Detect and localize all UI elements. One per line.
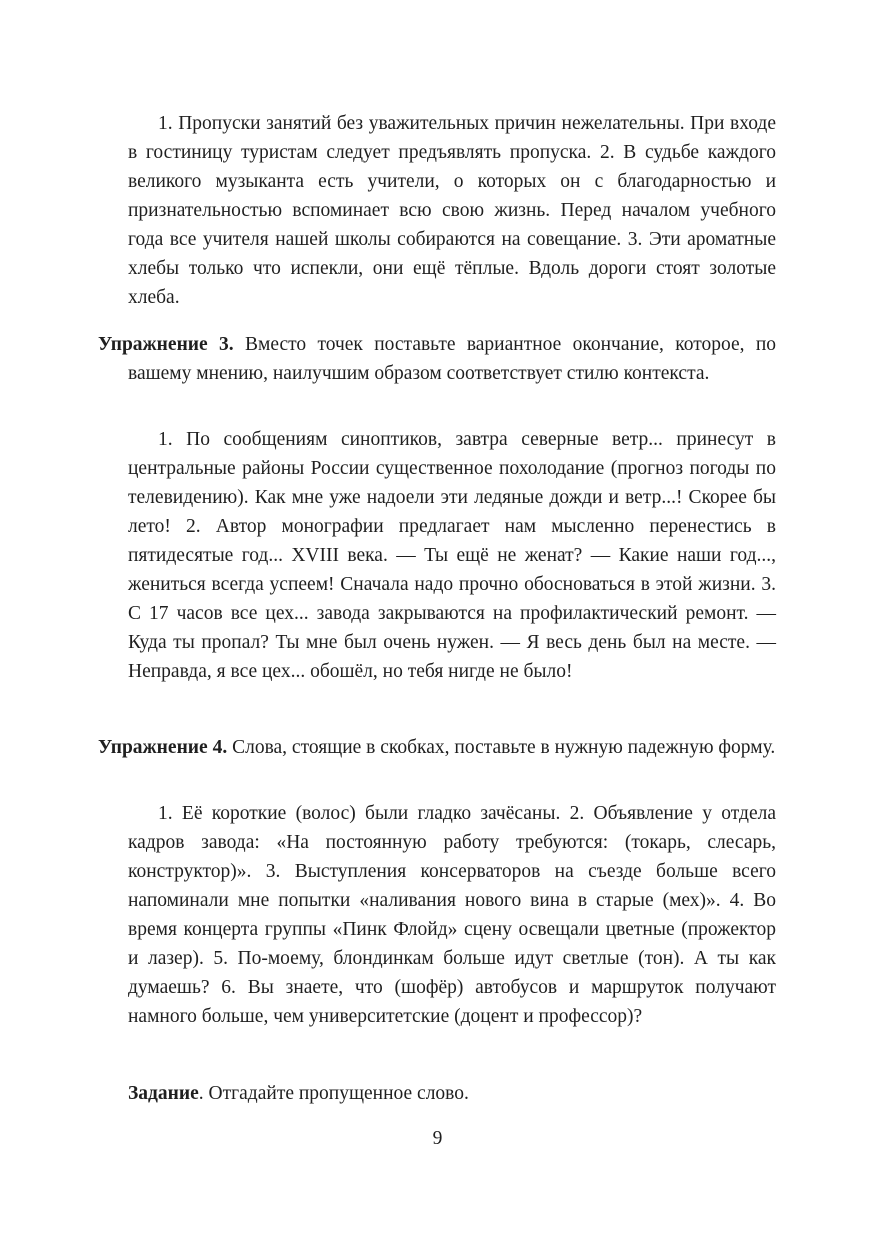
exercise-3-instruction: Вместо точек поставьте вариантное окончание, которое, по вашему мнению, наилучшим образом соответствует стилю контекста. xyxy=(128,334,777,384)
exercise-4-heading xyxy=(98,733,776,762)
paragraph-plural-meanings xyxy=(128,109,776,312)
exercise-3-heading xyxy=(98,330,776,388)
task-label: Задание xyxy=(128,1083,199,1104)
task-line xyxy=(128,1079,776,1108)
exercise-3-label: Упражнение 3. xyxy=(98,334,234,355)
exercise-4-body: 1. Её короткие (волос) были гладко зачёсаны. 2. Объявление у отдела кадров завода: «На постоянную работу требуются: (токарь, слесарь, конструктор)». 3. Выступления консерваторов на съезде больше всего напоминали мне попытки «наливания нового вина в старые (мех)». 4. Во время концерта группы «Пинк Флойд» сцену освещали цветные (прожектор и лазер). 5. По-моему, блондинкам больше идут светлые (тон). А ты как думаешь? 6. Вы знаете, что (шофёр) автобусов и маршруток получают намного больше, чем университетские (доцент и профессор)? xyxy=(128,803,776,1027)
exercise-3-text xyxy=(128,425,776,686)
exercise-4-instruction: Слова, стоящие в скобках, поставьте в нужную падежную форму. xyxy=(232,737,776,758)
page-number: 9 xyxy=(432,1128,443,1149)
exercise-4-text xyxy=(128,799,776,1031)
task-text: . Отгадайте пропущенное слово. xyxy=(198,1083,469,1104)
exercise-3-body: 1. По сообщениям синоптиков, завтра северные ветр... принесут в центральные районы России существенное похолодание (прогноз погоды по телевидению). Как мне уже надоели эти ледяные дожди и ветр...! Скорее бы лето! 2. Автор монографии предлагает нам мысленно перенестись в пятидесятые год... XVIII века. — Ты ещё не женат? — Какие наши год..., жениться всегда успеем! Сначала надо прочно обосноваться в этой жизни. 3. С 17 часов все цех... завода закрываются на профилактический ремонт. — Куда ты пропал? Ты мне был очень нужен. — Я весь день был на месте. — Неправда, я все цех... обошёл, но тебя нигде не было! xyxy=(128,429,776,682)
paragraph-text: 1. Пропуски занятий без уважительных причин нежелательны. При входе в гостиницу туристам следует предъявлять пропуска. 2. В судьбе каждого великого музыканта есть учители, о которых он с благодарностью и признательностью вспоминает всю свою жизнь. Перед началом учебного года все учителя нашей школы собираются на совещание. 3. Эти ароматные хлебы только что испекли, они ещё тёплые. Вдоль дороги стоят золотые хлеба. xyxy=(128,113,776,308)
exercise-4-label: Упражнение 4. xyxy=(98,737,228,758)
